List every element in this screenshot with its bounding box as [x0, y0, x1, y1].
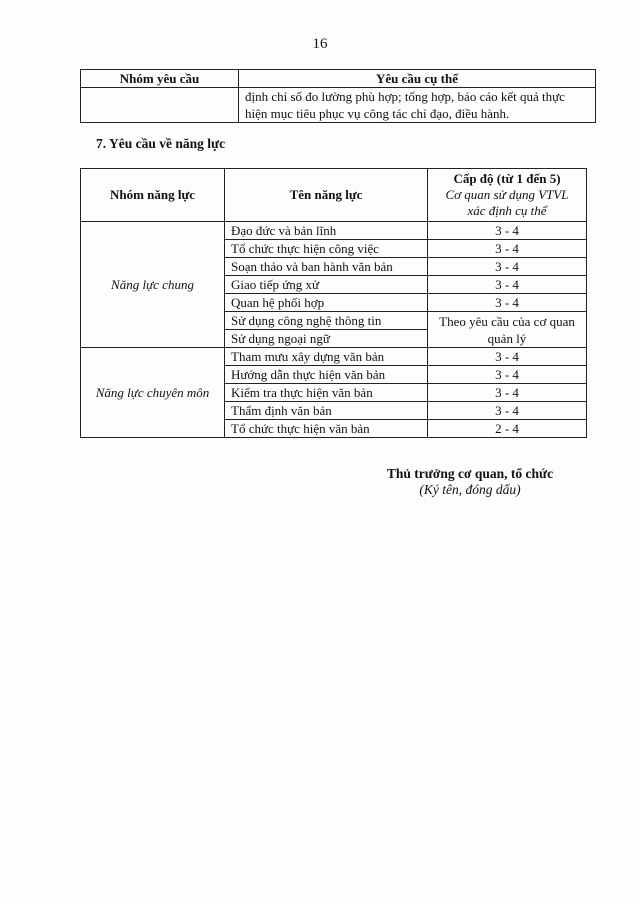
capability-level: 3 - 4 [428, 240, 587, 258]
group-cell: Năng lực chung [81, 222, 225, 348]
capability-level: 3 - 4 [428, 222, 587, 240]
header-capability-name: Tên năng lực [225, 169, 428, 222]
table-row [81, 222, 587, 240]
capability-level: Theo yêu cầu của cơ quan quản lý [428, 312, 587, 348]
capability-table [80, 168, 587, 438]
capability-level: 3 - 4 [428, 402, 587, 420]
page-number: 16 [312, 36, 328, 52]
table-header-row [81, 169, 587, 222]
capability-name: Giao tiếp ứng xử [225, 276, 428, 294]
requirement-detail-cell [239, 88, 596, 123]
capability-level: 3 - 4 [428, 258, 587, 276]
capability-name: Sử dụng ngoại ngữ [225, 330, 428, 348]
group-cell: Năng lực chuyên môn [81, 348, 225, 438]
header-level-note: xác định cụ thể [467, 203, 547, 218]
capability-level: 3 - 4 [428, 348, 587, 366]
capability-name: Kiểm tra thực hiện văn bản [225, 384, 428, 402]
header-specific-requirement: Yêu cầu cụ thể [239, 70, 596, 88]
header-capability-group: Nhóm năng lực [81, 169, 225, 222]
signature-block [340, 466, 600, 498]
capability-level: 3 - 4 [428, 384, 587, 402]
table-row [81, 348, 587, 366]
header-level-note: Cơ quan sử dụng VTVL [445, 187, 569, 202]
header-requirement-group: Nhóm yêu cầu [81, 70, 239, 88]
table-row [81, 88, 596, 123]
capability-name: Tổ chức thực hiện văn bản [225, 420, 428, 438]
capability-name: Sử dụng công nghệ thông tin [225, 312, 428, 330]
signature-note: (Ký tên, đóng dấu) [419, 482, 521, 497]
capability-name: Quan hệ phối hợp [225, 294, 428, 312]
capability-name: Tổ chức thực hiện công việc [225, 240, 428, 258]
requirement-line: định chỉ số đo lường phù hợp; tổng hợp, báo cáo kết quả thực [245, 89, 565, 104]
capability-name: Hướng dẫn thực hiện văn bản [225, 366, 428, 384]
capability-level: 3 - 4 [428, 366, 587, 384]
section-heading: 7. Yêu cầu về năng lực [96, 136, 226, 151]
header-level-title: Cấp độ (từ 1 đến 5) [453, 171, 561, 186]
capability-name: Tham mưu xây dựng văn bản [225, 348, 428, 366]
capability-name: Thẩm định văn bản [225, 402, 428, 420]
capability-name: Soạn thảo và ban hành văn bản [225, 258, 428, 276]
requirement-line: hiện mục tiêu phục vụ công tác chỉ đạo, điều hành. [245, 106, 510, 121]
signature-title: Thủ trưởng cơ quan, tổ chức [386, 466, 554, 481]
requirements-table [80, 69, 596, 123]
table-header-row [81, 70, 596, 88]
capability-name: Đạo đức và bản lĩnh [225, 222, 428, 240]
capability-level: 3 - 4 [428, 276, 587, 294]
requirement-group-cell [81, 88, 239, 123]
capability-level: 3 - 4 [428, 294, 587, 312]
capability-level: 2 - 4 [428, 420, 587, 438]
header-level [428, 169, 587, 222]
